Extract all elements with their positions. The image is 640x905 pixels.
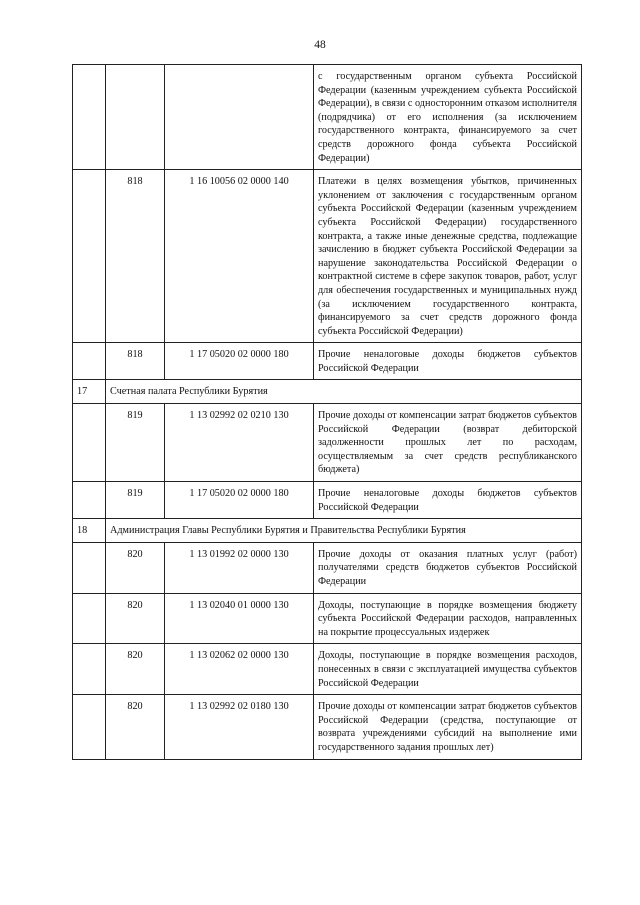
budget-code: 1 17 05020 02 0000 180 bbox=[165, 482, 314, 519]
table-row bbox=[73, 593, 582, 644]
organization-row bbox=[73, 519, 582, 543]
admin-code: 820 bbox=[106, 542, 165, 593]
organization-name: Администрация Главы Республики Бурятия и Правительства Республики Бурятия bbox=[106, 519, 582, 543]
admin-code: 818 bbox=[106, 343, 165, 380]
table-row bbox=[73, 170, 582, 343]
admin-code: 819 bbox=[106, 404, 165, 482]
row-number bbox=[73, 593, 106, 644]
admin-code: 818 bbox=[106, 170, 165, 343]
income-description: с государственным органом субъекта Российской Федерации (казенным учреждением субъекта Российской Федерации), в связи с односторонним отказом исполнителя (подрядчика) от его исполнения (за исключением государственного контракта, финансируемого за счет средств дорожного фонда субъекта Российской Федерации) bbox=[314, 65, 582, 170]
table-row bbox=[73, 482, 582, 519]
row-number bbox=[73, 542, 106, 593]
income-description: Доходы, поступающие в порядке возмещения бюджету субъекта Российской Федерации расходов, направленных на покрытие процессуальных издержек bbox=[314, 593, 582, 644]
table-row bbox=[73, 695, 582, 759]
admin-code: 820 bbox=[106, 644, 165, 695]
row-number bbox=[73, 404, 106, 482]
budget-code: 1 13 02040 01 0000 130 bbox=[165, 593, 314, 644]
budget-code: 1 13 02992 02 0180 130 bbox=[165, 695, 314, 759]
income-description: Прочие неналоговые доходы бюджетов субъектов Российской Федерации bbox=[314, 343, 582, 380]
row-number bbox=[73, 482, 106, 519]
budget-code: 1 13 01992 02 0000 130 bbox=[165, 542, 314, 593]
organization-name: Счетная палата Республики Бурятия bbox=[106, 380, 582, 404]
row-number bbox=[73, 644, 106, 695]
income-description: Доходы, поступающие в порядке возмещения расходов, понесенных в связи с эксплуатацией имущества субъектов Российской Федерации bbox=[314, 644, 582, 695]
income-description: Прочие доходы от компенсации затрат бюджетов субъектов Российской Федерации (средства, поступающие от возврата учреждениями субсидий на выполнение ими государственного задания прошлых лет) bbox=[314, 695, 582, 759]
table-row bbox=[73, 542, 582, 593]
income-description: Платежи в целях возмещения убытков, причиненных уклонением от заключения с государственным органом субъекта Российской Федерации (казенным учреждением субъекта Российской Федерации) государственного контракта, а также иные денежные средства, подлежащие зачислению в бюджет субъекта Российской Федерации за нарушение законодательства Российской Федерации о контрактной системе в сфере закупок товаров, работ, услуг для обеспечения государственных и муниципальных нужд (за исключением государственного контракта, финансируемого за счет средств дорожного фонда субъекта Российской Федерации) bbox=[314, 170, 582, 343]
row-number bbox=[73, 695, 106, 759]
budget-code: 1 17 05020 02 0000 180 bbox=[165, 343, 314, 380]
income-description: Прочие доходы от компенсации затрат бюджетов субъектов Российской Федерации (возврат дебиторской задолженности прошлых лет по расходам, осуществляемым за счет средств республиканского бюджета) bbox=[314, 404, 582, 482]
admin-code bbox=[106, 65, 165, 170]
page-number: 48 bbox=[314, 39, 326, 51]
table-row bbox=[73, 343, 582, 380]
table-row bbox=[73, 644, 582, 695]
organization-number: 17 bbox=[73, 380, 106, 404]
organization-number: 18 bbox=[73, 519, 106, 543]
table-row bbox=[73, 404, 582, 482]
income-description: Прочие неналоговые доходы бюджетов субъектов Российской Федерации bbox=[314, 482, 582, 519]
admin-code: 819 bbox=[106, 482, 165, 519]
budget-code bbox=[165, 65, 314, 170]
row-number bbox=[73, 343, 106, 380]
budget-code: 1 13 02062 02 0000 130 bbox=[165, 644, 314, 695]
admin-code: 820 bbox=[106, 695, 165, 759]
budget-classification-table bbox=[72, 64, 582, 760]
row-number bbox=[73, 65, 106, 170]
income-description: Прочие доходы от оказания платных услуг (работ) получателями средств бюджетов субъектов Российской Федерации bbox=[314, 542, 582, 593]
row-number bbox=[73, 170, 106, 343]
budget-code: 1 13 02992 02 0210 130 bbox=[165, 404, 314, 482]
table-row bbox=[73, 65, 582, 170]
budget-code: 1 16 10056 02 0000 140 bbox=[165, 170, 314, 343]
admin-code: 820 bbox=[106, 593, 165, 644]
organization-row bbox=[73, 380, 582, 404]
